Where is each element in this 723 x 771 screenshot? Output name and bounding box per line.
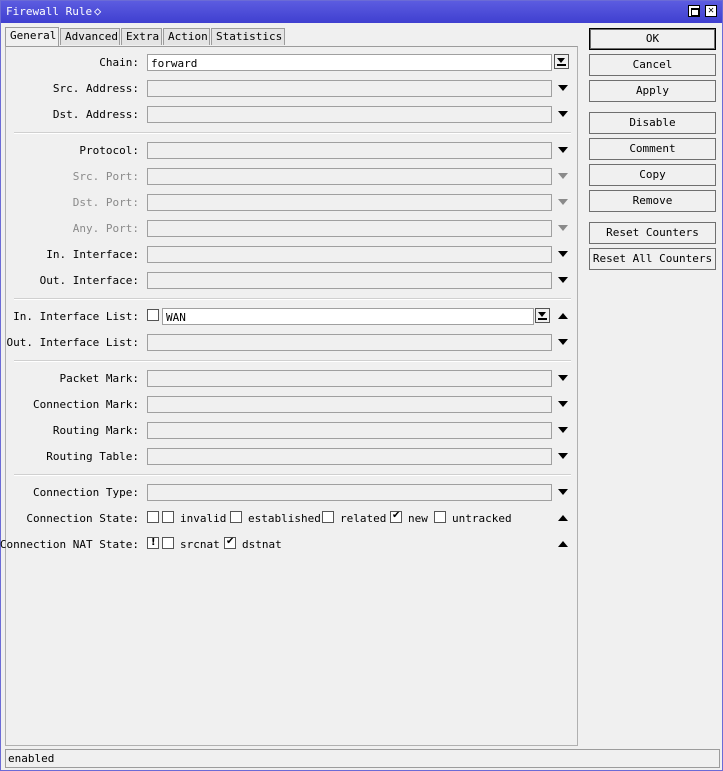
in-interface-list-value: WAN — [166, 311, 186, 324]
in-interface-expand-icon[interactable] — [558, 251, 568, 257]
in-interface-row — [6, 246, 579, 264]
tab-action[interactable]: Action — [163, 28, 210, 45]
close-icon[interactable]: ✕ — [705, 5, 717, 17]
status-bar — [5, 749, 720, 768]
protocol-input[interactable] — [147, 142, 552, 159]
connection-type-expand-icon[interactable] — [558, 489, 568, 495]
dstnat-label: dstnat — [242, 538, 282, 551]
dst-address-expand-icon[interactable] — [558, 111, 568, 117]
window-title: Firewall Rule — [6, 5, 93, 18]
out-interface-label: Out. Interface: — [39, 274, 139, 287]
tab-extra[interactable]: Extra — [121, 28, 162, 45]
connection-mark-input[interactable] — [147, 396, 552, 413]
packet-mark-expand-icon[interactable] — [558, 375, 568, 381]
protocol-label: Protocol: — [79, 144, 139, 157]
packet-mark-row — [6, 370, 579, 388]
in-interface-list-negate-checkbox[interactable] — [147, 309, 159, 321]
disable-button[interactable]: Disable — [589, 112, 716, 134]
dst-port-expand-icon[interactable] — [558, 199, 568, 205]
routing-mark-expand-icon[interactable] — [558, 427, 568, 433]
connection-type-label: Connection Type: — [33, 486, 139, 499]
packet-mark-label: Packet Mark: — [59, 372, 139, 385]
chain-row — [6, 54, 579, 72]
srcnat-checkbox[interactable] — [162, 537, 174, 549]
routing-table-row — [6, 448, 579, 466]
separator — [14, 360, 571, 362]
tab-general[interactable]: General — [5, 27, 59, 46]
src-port-row — [6, 168, 579, 186]
dst-address-row — [6, 106, 579, 124]
src-port-label: Src. Port: — [72, 170, 139, 183]
src-address-label: Src. Address: — [52, 82, 139, 95]
any-port-row — [6, 220, 579, 238]
new-label: new — [408, 512, 428, 525]
out-interface-list-input[interactable] — [147, 334, 552, 351]
new-checkbox[interactable] — [390, 511, 402, 523]
src-address-expand-icon[interactable] — [558, 85, 568, 91]
routing-mark-row — [6, 422, 579, 440]
chain-input[interactable] — [147, 54, 552, 71]
diamond-icon: ◇ — [94, 4, 102, 18]
in-interface-input[interactable] — [147, 246, 552, 263]
related-label: related — [340, 512, 387, 525]
separator — [14, 298, 571, 300]
tab-advanced[interactable]: Advanced — [60, 28, 120, 45]
srcnat-label: srcnat — [180, 538, 220, 551]
remove-button[interactable]: Remove — [589, 190, 716, 212]
connection-type-input[interactable] — [147, 484, 552, 501]
protocol-expand-icon[interactable] — [558, 147, 568, 153]
out-interface-row — [6, 272, 579, 290]
maximize-icon[interactable] — [688, 5, 700, 17]
routing-table-expand-icon[interactable] — [558, 453, 568, 459]
connection-mark-row — [6, 396, 579, 414]
untracked-checkbox[interactable] — [434, 511, 446, 523]
invalid-checkbox[interactable] — [162, 511, 174, 523]
in-interface-list-label: In. Interface List: — [13, 310, 139, 323]
dst-address-input[interactable] — [147, 106, 552, 123]
any-port-expand-icon[interactable] — [558, 225, 568, 231]
dst-address-label: Dst. Address: — [52, 108, 139, 121]
src-port-expand-icon[interactable] — [558, 173, 568, 179]
established-label: established — [248, 512, 321, 525]
dstnat-checkbox[interactable] — [224, 537, 236, 549]
in-interface-list-collapse-icon[interactable] — [558, 313, 568, 319]
cancel-button[interactable]: Cancel — [589, 54, 716, 76]
reset-all-counters-button[interactable]: Reset All Counters — [589, 248, 716, 270]
in-interface-list-row — [6, 308, 579, 326]
connection-state-row — [6, 510, 579, 528]
any-port-input[interactable] — [147, 220, 552, 237]
ok-button[interactable]: OK — [589, 28, 716, 50]
out-interface-list-row — [6, 334, 579, 352]
connection-mark-expand-icon[interactable] — [558, 401, 568, 407]
chain-dropdown-button[interactable] — [554, 54, 569, 69]
out-interface-list-label: Out. Interface List: — [6, 336, 139, 349]
out-interface-expand-icon[interactable] — [558, 277, 568, 283]
invalid-label: invalid — [180, 512, 227, 525]
src-port-input[interactable] — [147, 168, 552, 185]
any-port-label: Any. Port: — [72, 222, 139, 235]
dst-port-row — [6, 194, 579, 212]
connection-nat-state-collapse-icon[interactable] — [558, 541, 568, 547]
dst-port-label: Dst. Port: — [72, 196, 139, 209]
in-interface-list-input[interactable] — [162, 308, 534, 325]
routing-table-label: Routing Table: — [46, 450, 139, 463]
connection-nat-state-label: Connection NAT State: — [0, 538, 139, 551]
chain-value: forward — [151, 57, 198, 70]
connection-type-row — [6, 484, 579, 502]
routing-table-input[interactable] — [147, 448, 552, 465]
chain-label: Chain: — [99, 56, 139, 69]
established-checkbox[interactable] — [230, 511, 242, 523]
in-interface-list-dropdown-button[interactable] — [535, 308, 550, 323]
routing-mark-input[interactable] — [147, 422, 552, 439]
packet-mark-input[interactable] — [147, 370, 552, 387]
routing-mark-label: Routing Mark: — [52, 424, 139, 437]
src-address-row — [6, 80, 579, 98]
in-interface-label: In. Interface: — [46, 248, 139, 261]
connection-mark-label: Connection Mark: — [33, 398, 139, 411]
connection-state-negate-checkbox[interactable] — [147, 511, 159, 523]
dst-port-input[interactable] — [147, 194, 552, 211]
connection-nat-state-row — [0, 536, 579, 554]
reset-counters-button[interactable]: Reset Counters — [589, 222, 716, 244]
separator — [14, 474, 571, 476]
out-interface-list-expand-icon[interactable] — [558, 339, 568, 345]
general-panel — [0, 46, 578, 746]
title-bar[interactable] — [1, 1, 722, 23]
status-text: enabled — [8, 752, 55, 765]
src-address-input[interactable] — [147, 80, 552, 97]
connection-nat-state-negate-checkbox[interactable] — [147, 537, 159, 549]
connection-state-collapse-icon[interactable] — [558, 515, 568, 521]
protocol-row — [6, 142, 579, 160]
related-checkbox[interactable] — [322, 511, 334, 523]
comment-button[interactable]: Comment — [589, 138, 716, 160]
untracked-label: untracked — [452, 512, 512, 525]
out-interface-input[interactable] — [147, 272, 552, 289]
tab-statistics[interactable]: Statistics — [211, 28, 285, 45]
connection-state-label: Connection State: — [26, 512, 139, 525]
copy-button[interactable]: Copy — [589, 164, 716, 186]
apply-button[interactable]: Apply — [589, 80, 716, 102]
separator — [14, 132, 571, 134]
